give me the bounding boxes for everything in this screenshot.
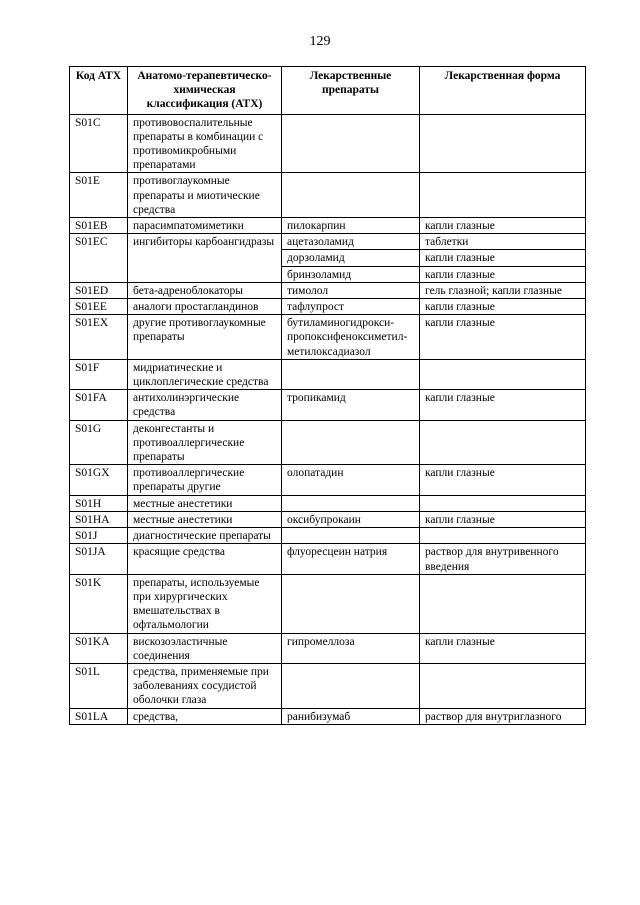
atc-classification-cell: ингибиторы карбоангидразы [128, 234, 282, 283]
atc-classification-cell: местные анестетики [128, 495, 282, 511]
table-row [70, 315, 586, 360]
table-row [70, 390, 586, 420]
drug-cell [282, 173, 420, 218]
atc-code-cell: S01EX [70, 315, 128, 360]
atc-code-cell: S01E [70, 173, 128, 218]
dosage-form-cell: капли глазные [420, 218, 586, 234]
atc-code-cell: S01EC [70, 234, 128, 283]
dosage-form-cell: капли глазные [420, 465, 586, 495]
table-row [70, 282, 586, 298]
table-row [70, 173, 586, 218]
drug-cell: флуоресцеин натрия [282, 544, 420, 574]
table-body [70, 114, 586, 724]
dosage-form-cell [420, 173, 586, 218]
drug-cell: пилокарпин [282, 218, 420, 234]
atc-code-cell: S01EE [70, 299, 128, 315]
atc-classification-cell: диагностические препараты [128, 528, 282, 544]
drug-cell: бутиламиногидрокси-пропоксифеноксиметил-метилоксадиазол [282, 315, 420, 360]
atc-code-cell: S01G [70, 420, 128, 465]
atc-classification-cell: вискозоэластичные соединения [128, 633, 282, 663]
table-row [70, 234, 586, 250]
atc-classification-cell: парасимпатомиметики [128, 218, 282, 234]
drug-cell: тропикамид [282, 390, 420, 420]
table-row [70, 633, 586, 663]
drug-cell [282, 574, 420, 633]
drug-cell [282, 359, 420, 389]
atc-classification-cell: противоглаукомные препараты и миотические средства [128, 173, 282, 218]
dosage-form-cell: капли глазные [420, 266, 586, 282]
table-row [70, 708, 586, 724]
table-row [70, 359, 586, 389]
atc-code-cell: S01H [70, 495, 128, 511]
dosage-form-cell: таблетки [420, 234, 586, 250]
drug-cell: тимолол [282, 282, 420, 298]
drug-cell: тафлупрост [282, 299, 420, 315]
atc-classification-cell: противовоспалительные препараты в комбинации с противомикробными препаратами [128, 114, 282, 173]
atc-classification-cell: средства, применяемые при заболеваниях сосудистой оболочки глаза [128, 663, 282, 708]
table-row [70, 465, 586, 495]
dosage-form-cell: капли глазные [420, 511, 586, 527]
atc-classification-cell: антихолинэргические средства [128, 390, 282, 420]
atc-classification-cell: препараты, используемые при хирургических вмешательствах в офтальмологии [128, 574, 282, 633]
page-number: 129 [309, 34, 331, 49]
drug-cell [282, 420, 420, 465]
dosage-form-cell [420, 114, 586, 173]
header-form: Лекарственная форма [420, 67, 586, 115]
table-row [70, 544, 586, 574]
dosage-form-cell [420, 495, 586, 511]
atc-classification-cell: противоаллергические препараты другие [128, 465, 282, 495]
drug-cell: ранибизумаб [282, 708, 420, 724]
drug-cell [282, 495, 420, 511]
drug-cell: дорзоламид [282, 250, 420, 266]
atc-code-cell: S01EB [70, 218, 128, 234]
table-row [70, 574, 586, 633]
atc-classification-cell: бета-адреноблокаторы [128, 282, 282, 298]
atc-drug-table [69, 66, 586, 725]
table-row [70, 299, 586, 315]
table-row [70, 495, 586, 511]
table-row [70, 511, 586, 527]
dosage-form-cell [420, 574, 586, 633]
table-row [70, 528, 586, 544]
table-row [70, 114, 586, 173]
atc-code-cell: S01ED [70, 282, 128, 298]
atc-code-cell: S01GX [70, 465, 128, 495]
drug-cell: олопатадин [282, 465, 420, 495]
atc-classification-cell: мидриатические и циклоплегические средства [128, 359, 282, 389]
header-classification: Анатомо-терапевтическо-химическая классификация (АТХ) [128, 67, 282, 115]
drug-cell [282, 114, 420, 173]
drug-cell: оксибупрокаин [282, 511, 420, 527]
atc-code-cell: S01J [70, 528, 128, 544]
drug-cell [282, 663, 420, 708]
dosage-form-cell: раствор для внутриглазного [420, 708, 586, 724]
table-row [70, 663, 586, 708]
atc-code-cell: S01KA [70, 633, 128, 663]
atc-classification-cell: местные анестетики [128, 511, 282, 527]
drug-cell: гипромеллоза [282, 633, 420, 663]
header-code: Код АТХ [70, 67, 128, 115]
atc-classification-cell: деконгестанты и противоаллергические препараты [128, 420, 282, 465]
atc-code-cell: S01L [70, 663, 128, 708]
header-drugs: Лекарственные препараты [282, 67, 420, 115]
dosage-form-cell [420, 663, 586, 708]
dosage-form-cell: капли глазные [420, 250, 586, 266]
dosage-form-cell: капли глазные [420, 299, 586, 315]
dosage-form-cell: капли глазные [420, 633, 586, 663]
dosage-form-cell: капли глазные [420, 315, 586, 360]
atc-code-cell: S01LA [70, 708, 128, 724]
dosage-form-cell [420, 420, 586, 465]
atc-code-cell: S01K [70, 574, 128, 633]
dosage-form-cell [420, 359, 586, 389]
dosage-form-cell: раствор для внутривенного введения [420, 544, 586, 574]
table-row [70, 420, 586, 465]
table-row [70, 218, 586, 234]
atc-classification-cell: аналоги простагландинов [128, 299, 282, 315]
dosage-form-cell [420, 528, 586, 544]
drug-cell: ацетазоламид [282, 234, 420, 250]
atc-classification-cell: средства, [128, 708, 282, 724]
atc-code-cell: S01JA [70, 544, 128, 574]
table-header-row [70, 67, 586, 115]
drug-cell: бринзоламид [282, 266, 420, 282]
atc-code-cell: S01C [70, 114, 128, 173]
atc-code-cell: S01F [70, 359, 128, 389]
drug-cell [282, 528, 420, 544]
dosage-form-cell: капли глазные [420, 390, 586, 420]
dosage-form-cell: гель глазной; капли глазные [420, 282, 586, 298]
atc-classification-cell: другие противоглаукомные препараты [128, 315, 282, 360]
atc-classification-cell: красящие средства [128, 544, 282, 574]
atc-code-cell: S01FA [70, 390, 128, 420]
atc-code-cell: S01HA [70, 511, 128, 527]
